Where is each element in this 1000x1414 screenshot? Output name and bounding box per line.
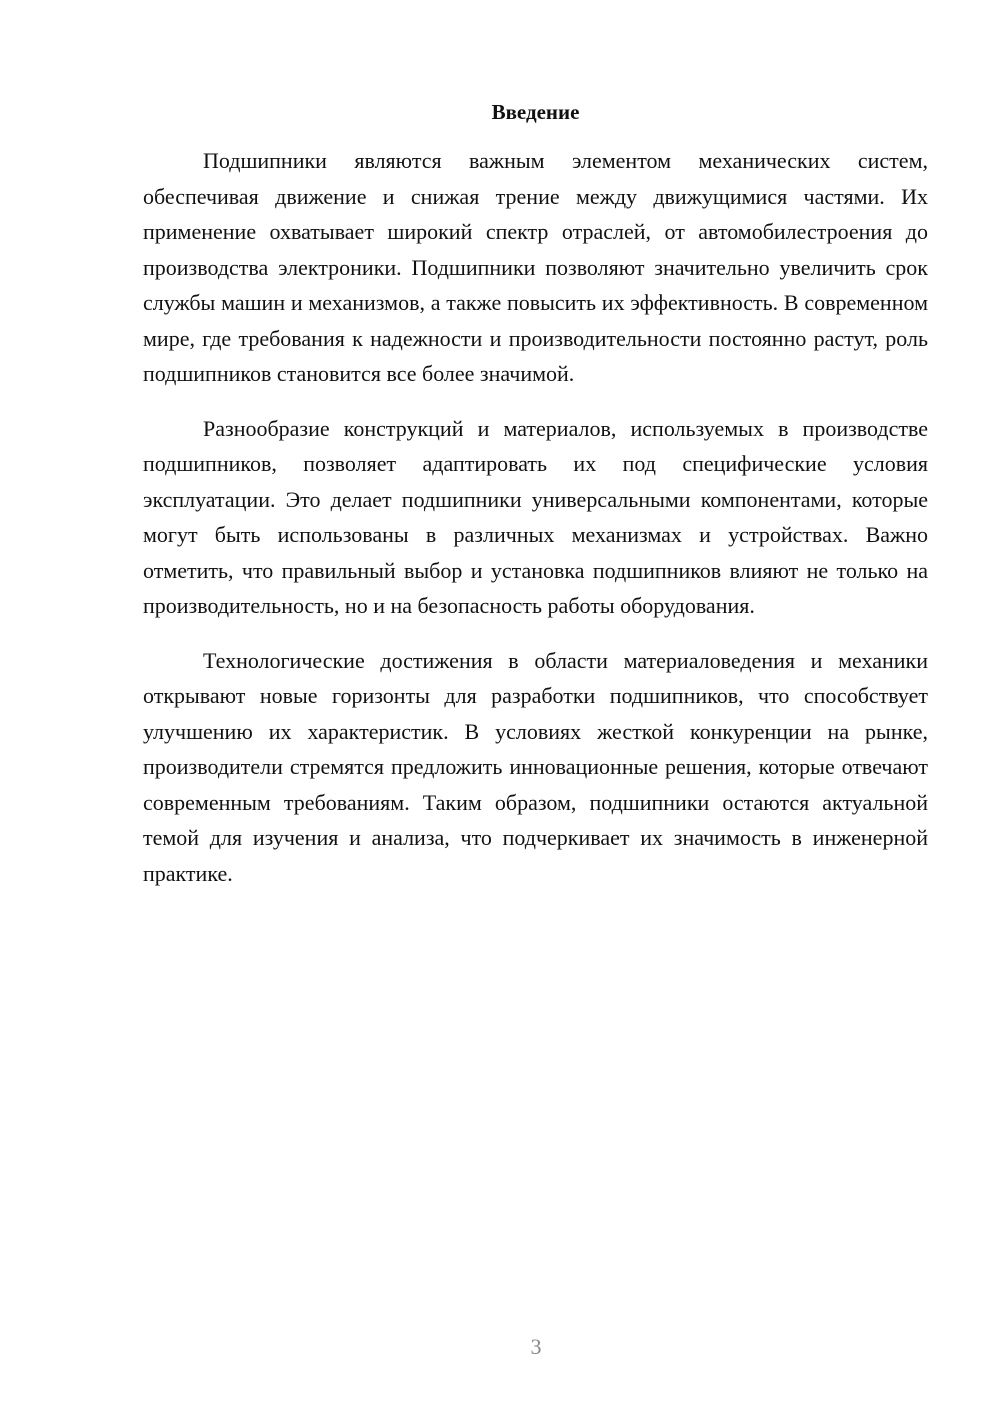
paragraph-2: Разнообразие конструкций и материалов, используемых в производстве подшипников, позволяет адаптировать их под специфические условия эксплуатации. Это делает подшипники универсальными компонентами, которые могут быть использованы в различных механизмах и устройствах. Важно отметить, что правильный выбор и установка подшипников влияют не только на производительность, но и на безопасность работы оборудования. — [143, 415, 928, 618]
paragraph-1: Подшипники являются важным элементом механических систем, обеспечивая движение и снижая трение между движущимися частями. Их применение охватывает широкий спектр отраслей, от автомобилестроения до производства электроники. Подшипники позволяют значительно увеличить срок службы машин и механизмов, а также повысить их эффективность. В современном мире, где требования к надежности и производительности постоянно растут, роль подшипников становится все более значимой. — [143, 148, 928, 386]
body-text — [143, 143, 928, 910]
paragraph-3: Технологические достижения в области материаловедения и механики открывают новые горизонты для разработки подшипников, что способствует улучшению их характеристик. В условиях жесткой конкуренции на рынке, производители стремятся предложить инновационные решения, которые отвечают современным требованиям. Таким образом, подшипники остаются актуальной темой для изучения и анализа, что подчеркивает их значимость в инженерной практике. — [143, 647, 928, 886]
page-number: 3 — [530, 1334, 542, 1359]
section-title: Введение — [491, 100, 580, 124]
